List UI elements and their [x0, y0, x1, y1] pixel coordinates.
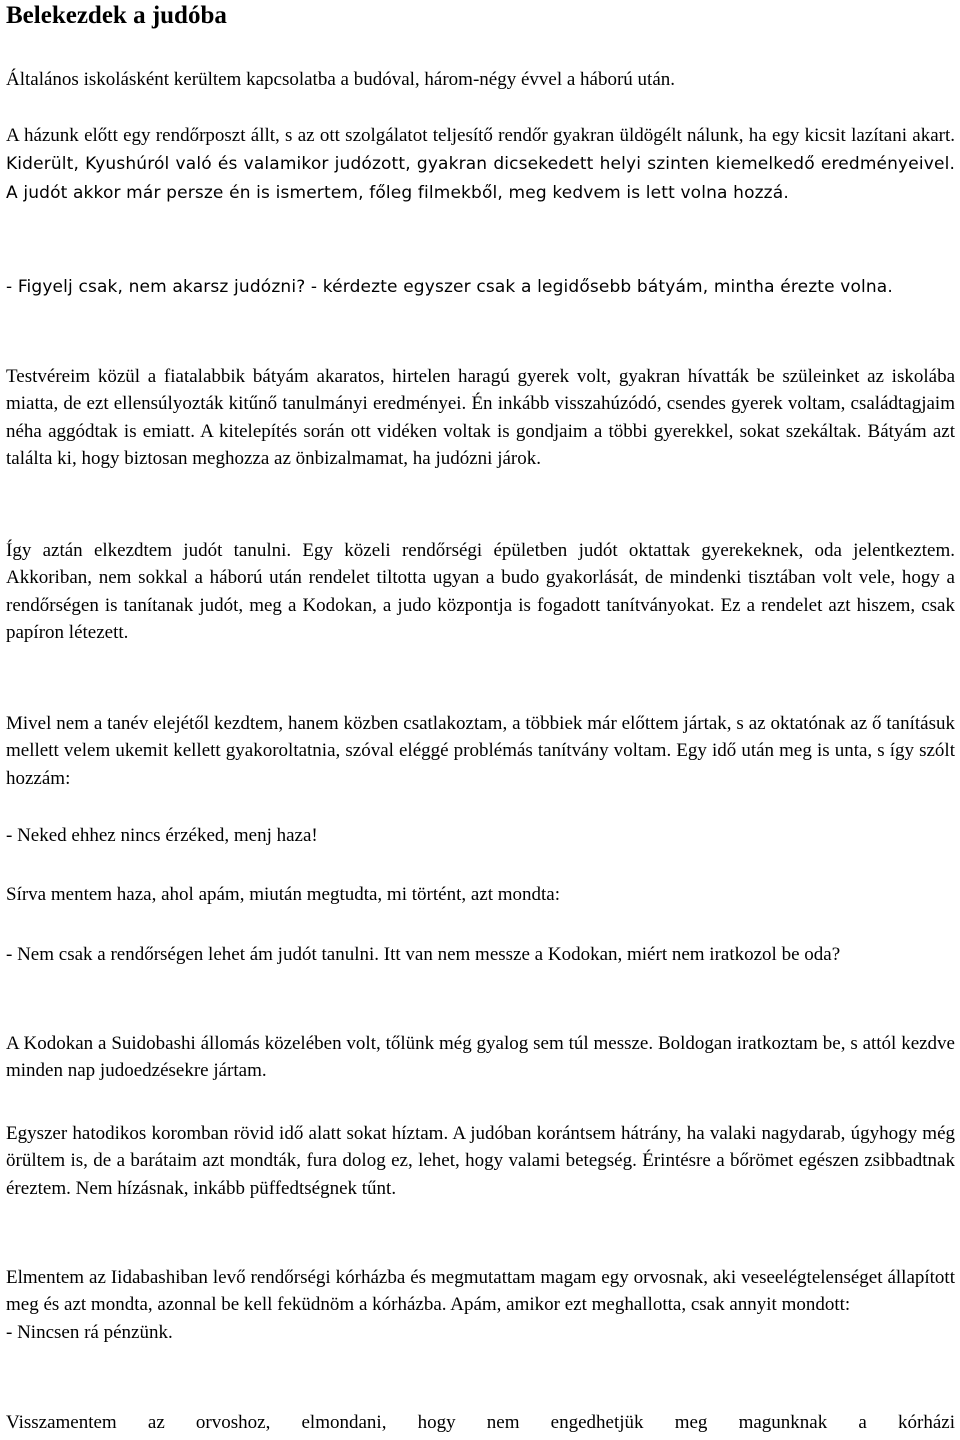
- paragraph-5: [6, 537, 955, 647]
- text-span: Ez a rendelet azt hiszem, csak papíron létezett.: [6, 594, 955, 644]
- paragraph-7: [6, 822, 955, 849]
- paragraph-text: [6, 1120, 955, 1202]
- paragraph-text: [6, 1030, 955, 1085]
- paragraph-text: [6, 881, 955, 908]
- text-span: Elmentem az Iidabashiban levő rendőrségi kórházba és megmutattam magam egy orvosnak, aki veseelégtelenséget állapított meg és azt mondta, azonnal be kell feküdnöm a kórházba. Apám, amikor ezt meghallotta, csak annyit mondott:: [6, 1267, 955, 1316]
- paragraph-10: [6, 1030, 955, 1085]
- text-span: Akkoriban, nem sokkal a háború után rendelet tiltotta ugyan a budo gyakorlását, de mindenki tisztában volt vele, hogy a rendőrségen is tanítanak judót, meg a Kodokan, a judo központja is fogadott tanítványokat.: [6, 567, 955, 616]
- paragraph-text: [6, 822, 955, 849]
- text-span: - Neked ehhez nincs érzéked, menj haza!: [6, 825, 318, 846]
- text-span: A házunk előtt egy rendőrposzt állt, s az ott szolgálatot teljesítő rendőr gyakran üldögélt nálunk, ha egy kicsit lazítani akart.: [6, 125, 955, 146]
- paragraph-2: [6, 122, 955, 207]
- text-span: A judóban korántsem hátrány, ha valaki nagydarab, úgyhogy még örültem is, de a barátaim azt mondták, fura dolog ez, lehet, hogy valami betegség. Érintésre a bőrömet egészen zsibbadtnak éreztem. Nem hízásnak, inkább püffedtségnek tűnt.: [6, 1123, 955, 1199]
- text-span: Így aztán elkezdtem judót tanulni.: [6, 540, 292, 561]
- paragraph-text: [6, 941, 955, 968]
- text-span: Általános iskolásként kerültem kapcsolatba a budóval, három-négy évvel a háború után.: [6, 69, 676, 90]
- paragraph-text: [6, 1264, 955, 1319]
- document-title: Belekezdek a judóba: [6, 2, 227, 29]
- document-page: [6, 0, 955, 54]
- text-span: Sírva mentem haza, ahol apám, miután megtudta, mi történt, azt mondta:: [6, 884, 561, 905]
- text-span: Testvéreim közül a fiatalabbik bátyám akaratos, hirtelen haragú gyerek volt, gyakran hívatták be szüleinket az iskolába miatta, de ezt ellensúlyozták kitűnő tanulmányi eredményei. Én inkább visszahúzódó, csendes gyerek voltam, családtagjaim néha aggódtak is emiatt. A kitelepítés során ott vidéken voltak is gondjaim a többi gyerekkel, sokat szekáltak. Bátyám azt találta ki, hogy biztosan meghozza az önbizalmamat, ha judózni járok.: [6, 366, 955, 470]
- text-span: - Nem csak a rendőrségen lehet ám judót tanulni.: [6, 944, 380, 965]
- paragraph-text: [6, 363, 955, 473]
- paragraph-4: [6, 363, 955, 473]
- paragraph-13: [6, 1409, 955, 1436]
- paragraph-text: [6, 537, 955, 647]
- paragraph-text: [6, 122, 955, 207]
- text-span: Kiderült, Kyushúról való és valamikor judózott, gyakran dicsekedett helyi szinten kiemelkedő eredményeivel. A judót akkor már persze én is ismertem, főleg filmekből, meg kedvem is lett volna hozzá.: [6, 154, 955, 203]
- text-span: - Figyelj csak, nem akarsz judózni? - kérdezte egyszer csak a legidősebb bátyám, mintha érezte volna.: [6, 277, 893, 297]
- paragraph-9: [6, 941, 955, 968]
- paragraph-8: [6, 881, 955, 908]
- paragraph-11: [6, 1120, 955, 1202]
- paragraph-text: [6, 1409, 955, 1436]
- text-span: A Kodokan a Suidobashi állomás közelében volt, tőlünk még gyalog sem túl messze. Boldogan iratkoztam be, s attól kezdve minden nap judoedzésekre jártam.: [6, 1033, 955, 1082]
- text-span: Visszamentem az orvoshoz, elmondani, hogy nem engedhetjük meg magunknak a kórházi: [6, 1412, 955, 1433]
- paragraph-6: [6, 710, 955, 792]
- paragraph-text: [6, 273, 955, 301]
- text-span: Itt van nem messze a Kodokan, miért nem iratkozol be oda?: [379, 944, 841, 965]
- paragraph-3: [6, 273, 955, 301]
- paragraph-text: [6, 66, 955, 93]
- paragraph-text: [6, 710, 955, 792]
- text-span: Egy közeli rendőrségi épületben judót oktattak gyerekeknek, oda jelentkeztem.: [291, 540, 955, 561]
- paragraph-12: [6, 1264, 955, 1346]
- text-span: - Nincsen rá pénzünk.: [6, 1321, 173, 1343]
- text-span: Egyszer hatodikos koromban rövid idő alatt sokat híztam.: [6, 1123, 449, 1144]
- text-span: Mivel nem a tanév elejétől kezdtem, hanem közben csatlakoztam, a többiek már előttem jártak, s az oktatónak az ő tanításuk mellett velem ukemit kellett gyakoroltatnia, szóval eléggé problémás tanítvány voltam.: [6, 713, 955, 762]
- paragraph-text: [6, 1319, 955, 1346]
- paragraph-1: [6, 66, 955, 93]
- text-span: Egy idő után meg is unta, s így szólt hozzám:: [6, 740, 955, 789]
